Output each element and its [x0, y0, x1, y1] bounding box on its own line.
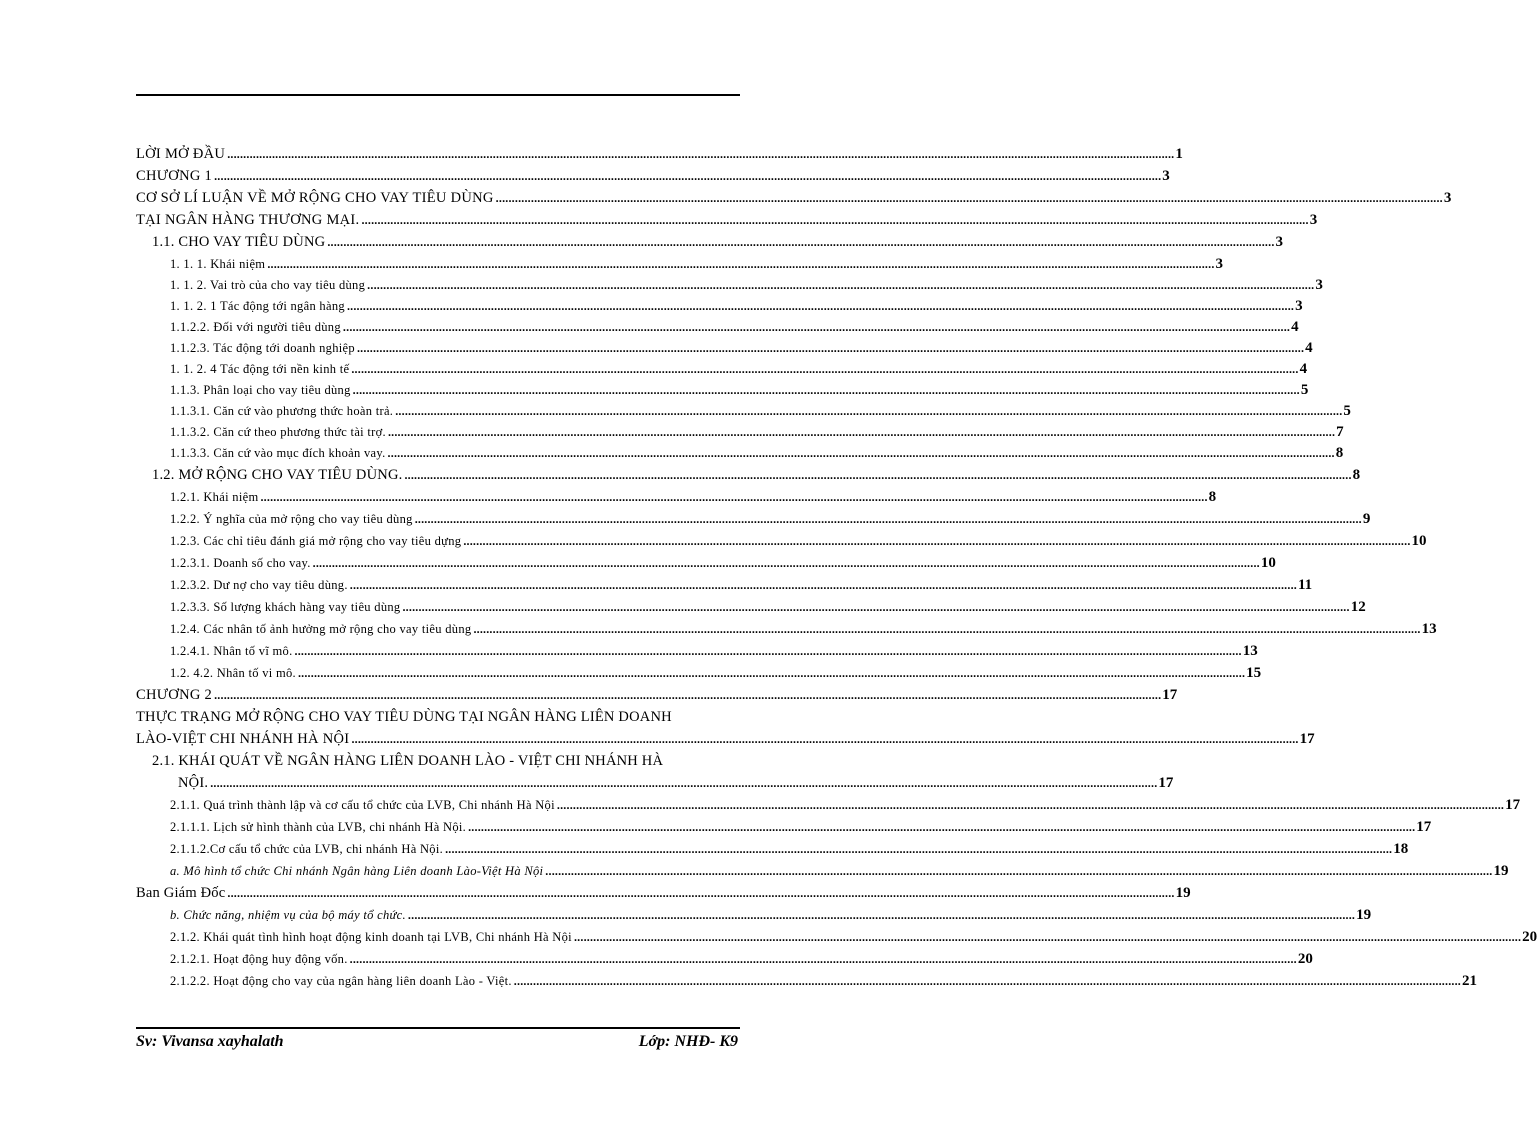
toc-entry-title: 2.1.1. Quá trình thành lập và cơ cấu tổ chức của LVB, Chi nhánh Hà Nội [170, 798, 555, 812]
toc-leader-dots [359, 209, 1308, 231]
toc-entry[interactable] [170, 860, 1509, 882]
toc-leader-dots [311, 552, 1260, 574]
toc-page-number: 18 [1393, 841, 1409, 857]
toc-leader-dots [355, 337, 1304, 359]
toc-entry-title: TẠI NGÂN HÀNG THƯƠNG MẠI. [136, 212, 360, 228]
toc-page-number: 3 [1275, 234, 1284, 250]
toc-entry-title: CHƯƠNG 2 [136, 687, 213, 703]
toc-entry-title: 1.2.3.2. Dư nợ cho vay tiêu dùng. [170, 578, 348, 592]
toc-entry[interactable] [170, 816, 1432, 838]
toc-leader-dots [208, 772, 1157, 794]
toc-page-number: 1 [1175, 146, 1183, 162]
header-rule [136, 94, 740, 96]
toc-leader-dots [258, 486, 1207, 508]
toc-entry-title: 1.1.3. Phân loại cho vay tiêu dùng [170, 383, 351, 397]
toc-page-number: 20 [1297, 951, 1313, 967]
toc-page-number: 10 [1411, 533, 1427, 549]
toc-leader-dots [348, 948, 1297, 970]
toc-entry-title: 1.2.4.1. Nhân tố vĩ mô. [170, 644, 293, 658]
toc-entry-title: 2.1.1.1. Lịch sử hình thành của LVB, chi nhánh Hà Nội. [170, 820, 467, 834]
toc-entry-title: 1.2.3.1. Doanh số cho vay. [170, 556, 311, 570]
toc-page-number: 15 [1246, 665, 1262, 681]
toc-leader-dots [466, 816, 1415, 838]
toc-page-number: 3 [1215, 256, 1224, 272]
toc-page-number: 21 [1462, 973, 1477, 989]
toc-entry[interactable] [136, 882, 1191, 904]
toc-entry[interactable] [170, 596, 1366, 618]
toc-page-number: 3 [1295, 298, 1303, 314]
toc-page-number: 20 [1522, 929, 1537, 945]
toc-page-number: 19 [1493, 863, 1509, 879]
toc-entry-title: 1.1.3.3. Căn cứ vào mục đích khoản vay. [170, 446, 386, 460]
toc-entry-title: 1.1.2.2. Đối với người tiêu dùng [170, 320, 341, 334]
toc-entry-title: 1. 1. 2. Vai trò của cho vay tiêu dùng [170, 278, 366, 292]
toc-entry[interactable] [170, 904, 1372, 926]
toc-page-number: 9 [1362, 511, 1371, 527]
toc-entry[interactable] [136, 209, 1318, 231]
toc-leader-dots [386, 442, 1335, 464]
toc-leader-dots [572, 926, 1521, 948]
toc-entry[interactable] [152, 464, 1361, 486]
toc-entry-title: CHƯƠNG 1 [136, 168, 213, 184]
toc-page-number: 8 [1352, 467, 1361, 483]
toc-page-number: 12 [1350, 599, 1366, 615]
toc-entry-title: 2.1.2.2. Hoạt động cho vay của ngân hàng liên doanh Lào - Việt. [170, 974, 512, 988]
toc-entry-title: 1.1.3.2. Căn cứ theo phương thức tài trợ. [170, 425, 386, 439]
toc-entry[interactable] [170, 640, 1258, 662]
toc-page-number: 11 [1297, 577, 1313, 593]
toc-entry-title: 2.1.2.1. Hoạt động huy động vốn. [170, 952, 348, 966]
toc-entry[interactable] [170, 421, 1344, 443]
toc-page-number: 17 [1158, 775, 1174, 791]
toc-entry-title: 1.2.3.3. Số lượng khách hàng vay tiêu dùng [170, 600, 401, 614]
toc-entry[interactable] [170, 379, 1309, 401]
toc-entry-title: 2.1.1.2.Cơ cấu tổ chức của LVB, chi nhánh Hà Nội. [170, 842, 444, 856]
toc-leader-dots [543, 860, 1492, 882]
toc-entry-title: LỜI MỞ ĐẦU [136, 146, 226, 162]
toc-page-number: 8 [1208, 489, 1217, 505]
toc-entry-title: b. Chức năng, nhiệm vụ của bộ máy tổ chức. [170, 908, 406, 922]
toc-leader-dots [349, 358, 1298, 380]
toc-entry[interactable] [178, 772, 1174, 794]
footer-class-name: Lớp: NHĐ- K9 [638, 1033, 738, 1050]
toc-leader-dots [265, 253, 1214, 275]
toc-leader-dots [443, 838, 1392, 860]
toc-page-number: 10 [1260, 555, 1276, 571]
toc-page-number: 17 [1505, 797, 1521, 813]
toc-entry[interactable] [170, 530, 1427, 552]
toc-entry[interactable] [152, 231, 1284, 253]
toc-entry-title: 1. 1. 1. Khái niệm [170, 257, 266, 271]
toc-page-number: 19 [1356, 907, 1372, 923]
toc-leader-dots [293, 640, 1242, 662]
toc-page-number: 4 [1299, 361, 1308, 377]
toc-entry-title: 1.2.1. Khái niệm [170, 490, 259, 504]
toc-entry[interactable] [136, 143, 1183, 165]
toc-leader-dots [400, 596, 1349, 618]
toc-entry-title: CƠ SỞ LÍ LUẬN VỀ MỞ RỘNG CHO VAY TIÊU DÙNG [136, 190, 494, 206]
toc-entry-title: 1.2. MỞ RỘNG CHO VAY TIÊU DÙNG. [152, 467, 403, 483]
toc-leader-dots [402, 464, 1351, 486]
toc-entry[interactable] [170, 316, 1299, 338]
toc-leader-dots [512, 970, 1461, 992]
toc-leader-dots [555, 794, 1504, 816]
toc-leader-dots [386, 421, 1335, 443]
toc-entry[interactable] [170, 552, 1276, 574]
toc-leader-dots [296, 662, 1245, 684]
toc-leader-dots [341, 316, 1290, 338]
toc-page-number: 3 [1309, 212, 1318, 228]
toc-entry-title: 1.1.3.1. Căn cứ vào phương thức hoàn trả. [170, 404, 394, 418]
toc-entry-title: Ban Giám Đốc [136, 885, 226, 901]
toc-page-number: 8 [1335, 445, 1344, 461]
toc-page-number: 17 [1162, 687, 1178, 703]
toc-entry-title: 1.2.2. Ý nghĩa của mở rộng cho vay tiêu dùng [170, 512, 413, 526]
toc-entry[interactable] [170, 970, 1477, 992]
toc-leader-dots [212, 684, 1161, 706]
toc-entry[interactable] [170, 400, 1351, 422]
toc-leader-dots [393, 400, 1342, 422]
toc-page-number: 4 [1291, 319, 1299, 335]
toc-entry-title: 1.2.3. Các chỉ tiêu đánh giá mở rộng cho vay tiêu dựng [170, 534, 462, 548]
toc-entry[interactable] [170, 794, 1521, 816]
toc-entry[interactable] [136, 165, 1170, 187]
toc-entry[interactable] [136, 187, 1452, 209]
toc-entry-title: 1.2.4. Các nhân tố ảnh hưởng mở rộng cho vay tiêu dùng [170, 622, 472, 636]
toc-entry[interactable] [170, 574, 1313, 596]
toc-leader-dots [461, 530, 1410, 552]
toc-leader-dots [406, 904, 1355, 926]
toc-entry-title: LÀO-VIỆT CHI NHÁNH HÀ NỘI [136, 731, 350, 747]
toc-page-number: 3 [1443, 190, 1452, 206]
toc-entry[interactable] [170, 948, 1313, 970]
toc-page-number: 19 [1175, 885, 1191, 901]
toc-entry-title: NỘI. [178, 775, 209, 791]
toc-leader-dots [225, 882, 1174, 904]
toc-leader-dots [212, 165, 1161, 187]
toc-entry[interactable] [170, 295, 1303, 317]
toc-page-number: 3 [1315, 277, 1323, 293]
toc-entry[interactable] [170, 253, 1224, 275]
toc-page-number: 4 [1305, 340, 1313, 356]
toc-entry[interactable] [170, 442, 1344, 464]
toc-page-number: 13 [1421, 621, 1437, 637]
toc-entry[interactable] [170, 486, 1217, 508]
toc-entry[interactable] [170, 337, 1313, 359]
toc-leader-dots [348, 574, 1297, 596]
toc-leader-dots [225, 143, 1174, 165]
toc-entry-title[interactable]: 2.1. KHÁI QUÁT VỀ NGÂN HÀNG LIÊN DOANH LÀO - VIỆT CHI NHÁNH HÀ [152, 753, 664, 769]
toc-page-number: 17 [1416, 819, 1432, 835]
toc-entry-title: a. Mô hình tổ chức Chi nhánh Ngân hàng Liên doanh Lào-Việt Hà Nội [170, 864, 544, 878]
toc-entry[interactable] [136, 728, 1315, 750]
toc-entry[interactable] [170, 926, 1537, 948]
toc-page-number: 7 [1336, 424, 1344, 440]
toc-leader-dots [345, 295, 1294, 317]
toc-entry[interactable] [170, 508, 1371, 530]
toc-leader-dots [413, 508, 1362, 530]
toc-leader-dots [471, 618, 1420, 640]
toc-entry-title: 2.1.2. Khái quát tình hình hoạt động kinh doanh tại LVB, Chi nhánh Hà Nội [170, 930, 572, 944]
toc-leader-dots [349, 728, 1298, 750]
toc-entry-title[interactable]: THỰC TRẠNG MỞ RỘNG CHO VAY TIÊU DÙNG TẠI NGÂN HÀNG LIÊN DOANH [136, 709, 672, 725]
toc-page-number: 5 [1300, 382, 1309, 398]
toc-leader-dots [494, 187, 1443, 209]
toc-entry[interactable] [170, 662, 1262, 684]
toc-leader-dots [365, 274, 1314, 296]
toc-entry[interactable] [136, 684, 1178, 706]
toc-entry[interactable] [170, 838, 1409, 860]
toc-entry-title: 1. 1. 2. 1 Tác động tới ngân hàng [170, 299, 345, 313]
toc-entry-title: 1.1.2.3. Tác động tới doanh nghiệp [170, 341, 355, 355]
toc-page-number: 13 [1242, 643, 1258, 659]
toc-entry-title: 1.2. 4.2. Nhân tố vi mô. [170, 666, 296, 680]
toc-entry-title: 1. 1. 2. 4 Tác động tới nền kinh tế [170, 362, 350, 376]
toc-entry[interactable] [170, 358, 1308, 380]
toc-page-number: 5 [1343, 403, 1351, 419]
footer-student-name: Sv: Vivansa xayhalath [136, 1033, 284, 1050]
toc-entry-title: 1.1. CHO VAY TIÊU DÙNG [152, 234, 326, 250]
toc-leader-dots [351, 379, 1300, 401]
footer-rule [136, 1027, 740, 1029]
toc-page-number: 17 [1299, 731, 1315, 747]
toc-entry[interactable] [170, 618, 1437, 640]
toc-page-number: 3 [1162, 168, 1170, 184]
toc-leader-dots [325, 231, 1274, 253]
toc-entry[interactable] [170, 274, 1323, 296]
